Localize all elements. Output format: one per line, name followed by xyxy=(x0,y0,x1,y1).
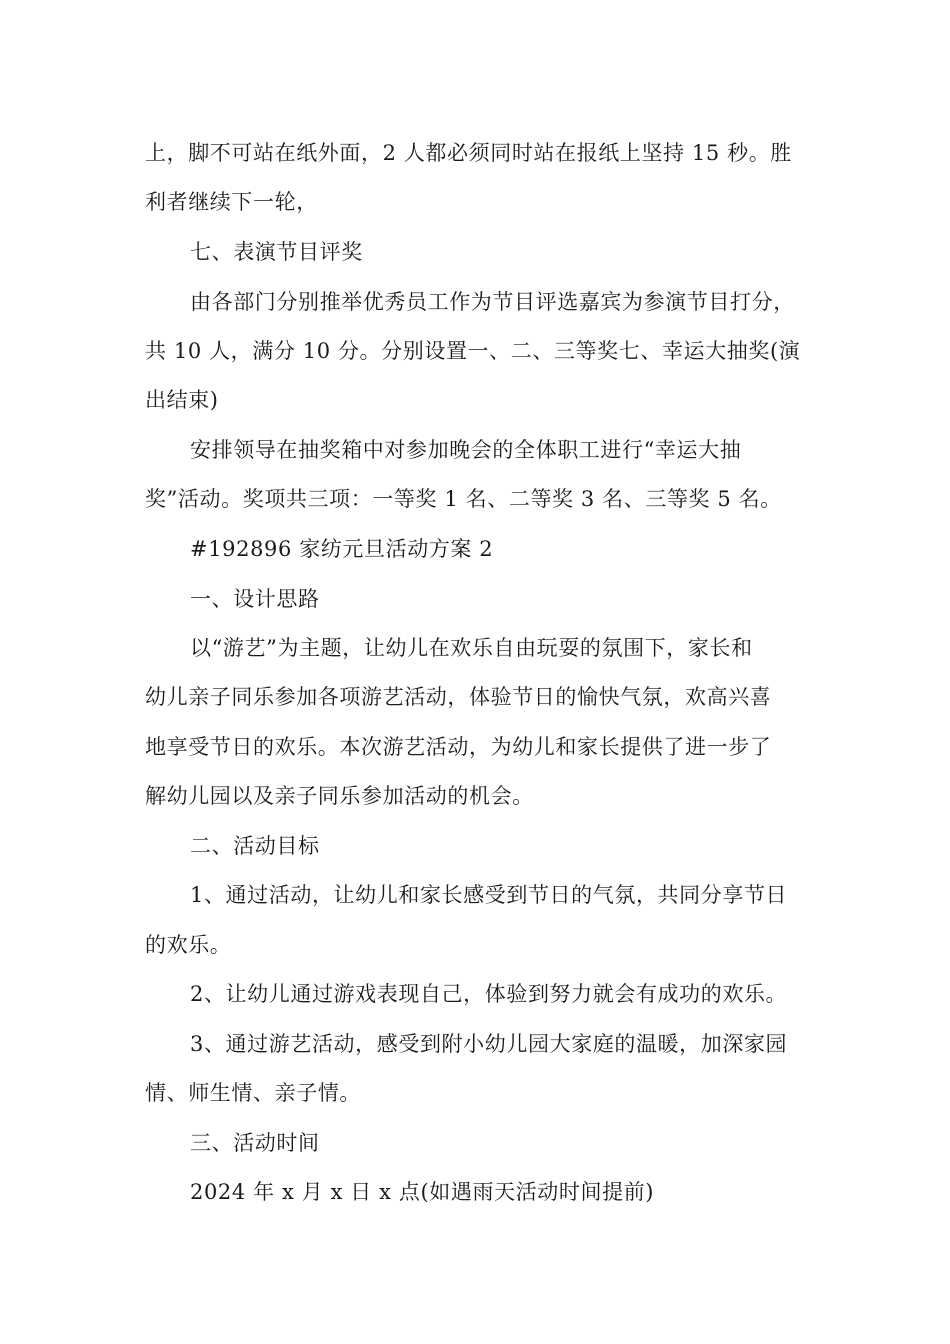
list-item: 2、让幼儿通过游戏表现自己，体验到努力就会有成功的欢乐。 xyxy=(190,982,788,1006)
text-line: 情、师生情、亲子情。 xyxy=(145,1081,361,1105)
text-line: 地享受节日的欢乐。本次游艺活动，为幼儿和家长提供了进一步了 xyxy=(145,735,772,759)
text-line: 利者继续下一轮， xyxy=(145,190,318,214)
text-line: 安排领导在抽奖箱中对参加晚会的全体职工进行“幸运大抽 xyxy=(190,438,742,462)
text-line: 以“游艺”为主题，让幼儿在欢乐自由玩耍的氛围下，家长和 xyxy=(190,636,753,660)
section-heading: 七、表演节目评奖 xyxy=(190,240,363,264)
text-line: 2024 年 x 月 x 日 x 点(如遇雨天活动时间提前) xyxy=(190,1180,655,1204)
section-heading: 二、活动目标 xyxy=(190,834,320,858)
document-title: #192896 家纺元旦活动方案 2 xyxy=(190,537,494,561)
text-line: 解幼儿园以及亲子同乐参加活动的机会。 xyxy=(145,784,534,808)
list-item: 3、通过游艺活动，感受到附小幼儿园大家庭的温暖，加深家园 xyxy=(190,1032,788,1056)
list-item: 1、通过活动，让幼儿和家长感受到节日的气氛，共同分享节日 xyxy=(190,883,788,907)
text-line: 共 10 人，满分 10 分。分别设置一、二、三等奖七、幸运大抽奖(演 xyxy=(145,339,801,363)
text-line: 上，脚不可站在纸外面，2 人都必须同时站在报纸上坚持 15 秒。胜 xyxy=(145,141,792,165)
section-heading: 三、活动时间 xyxy=(190,1131,320,1155)
text-line: 由各部门分别推举优秀员工作为节目评选嘉宾为参演节目打分， xyxy=(190,290,795,314)
text-line: 奖”活动。奖项共三项：一等奖 1 名、二等奖 3 名、三等奖 5 名。 xyxy=(145,487,782,511)
text-line: 的欢乐。 xyxy=(145,933,232,957)
section-heading: 一、设计思路 xyxy=(190,587,320,611)
text-line: 幼儿亲子同乐参加各项游艺活动，体验节日的愉快气氛，欢高兴喜 xyxy=(145,685,772,709)
text-line: 出结束) xyxy=(145,388,219,412)
